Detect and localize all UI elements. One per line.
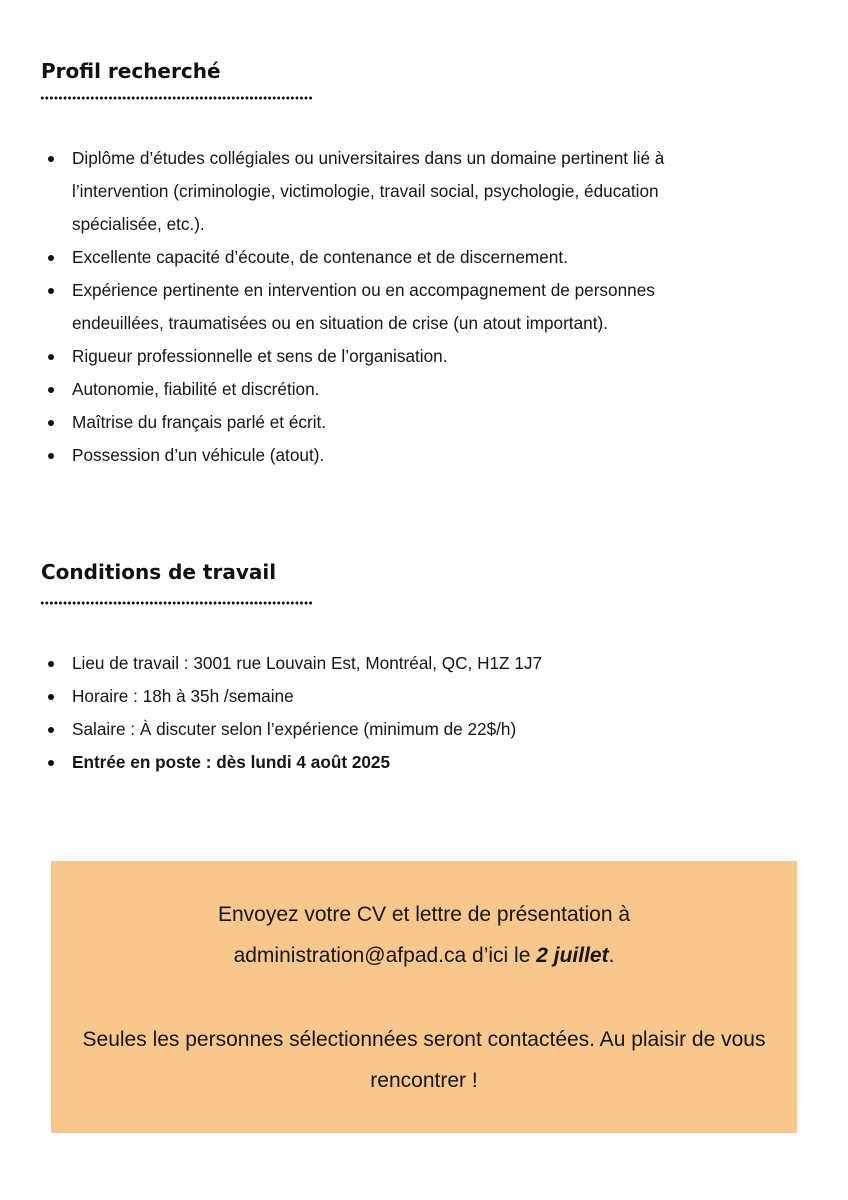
dotted-divider-conditions xyxy=(40,601,313,605)
list-item-text: Autonomie, fiabilité et discrétion. xyxy=(72,379,320,399)
bullet-icon xyxy=(48,255,54,261)
bullet-icon xyxy=(48,694,54,700)
bullet-icon xyxy=(48,453,54,459)
list-item-text: Rigueur professionnelle et sens de l’organisation. xyxy=(72,346,448,366)
callout-line-2 xyxy=(51,935,797,976)
dotted-divider-profile xyxy=(40,96,313,100)
bullet-icon xyxy=(48,760,54,766)
list-item xyxy=(0,680,780,713)
section-title-conditions: Conditions de travail xyxy=(41,560,277,584)
application-callout xyxy=(51,861,797,1133)
list-item xyxy=(0,406,780,439)
bullet-icon xyxy=(48,661,54,667)
list-item xyxy=(0,713,780,746)
profile-list xyxy=(0,142,780,472)
list-item xyxy=(0,373,780,406)
conditions-list xyxy=(0,647,780,779)
bullet-icon xyxy=(48,156,54,162)
list-item-text: Excellente capacité d’écoute, de contenance et de discernement. xyxy=(72,247,568,267)
list-item-text: Expérience pertinente en intervention ou en accompagnement de personnes endeuillées, traumatisées ou en situation de crise (un atout important). xyxy=(72,280,655,333)
callout-line-1: Envoyez votre CV et lettre de présentation à xyxy=(217,903,631,926)
section-title-profile: Profil recherché xyxy=(41,59,221,83)
bullet-icon xyxy=(48,387,54,393)
list-item-text: Possession d’un véhicule (atout). xyxy=(72,445,325,465)
list-item xyxy=(0,274,780,340)
callout-email-text: administration@afpad.ca d’ici le xyxy=(233,944,537,967)
list-item-text: Entrée en poste : dès lundi 4 août 2025 xyxy=(72,752,391,772)
bullet-icon xyxy=(48,727,54,733)
list-item xyxy=(0,439,780,472)
callout-period: . xyxy=(608,944,615,967)
list-item-start-date xyxy=(0,746,780,779)
list-item-text: Horaire : 18h à 35h /semaine xyxy=(72,686,294,706)
list-item-text: Maîtrise du français parlé et écrit. xyxy=(72,412,327,432)
list-item-text: Salaire : À discuter selon l’expérience (minimum de 22$/h) xyxy=(72,719,517,739)
bullet-icon xyxy=(48,288,54,294)
callout-deadline: 2 juillet xyxy=(536,944,609,967)
bullet-icon xyxy=(48,354,54,360)
list-item xyxy=(0,340,780,373)
list-item xyxy=(0,647,780,680)
list-item-text: Diplôme d’études collégiales ou universitaires dans un domaine pertinent lié à l’intervention (criminologie, victimologie, travail social, psychologie, éducation spécialisée, etc.). xyxy=(72,148,665,234)
list-item xyxy=(0,241,780,274)
callout-line-3: Seules les personnes sélectionnées seront contactées. Au plaisir de vous rencontrer ! xyxy=(82,1028,766,1092)
bullet-icon xyxy=(48,420,54,426)
list-item-text: Lieu de travail : 3001 rue Louvain Est, Montréal, QC, H1Z 1J7 xyxy=(72,653,543,673)
list-item xyxy=(0,142,780,241)
